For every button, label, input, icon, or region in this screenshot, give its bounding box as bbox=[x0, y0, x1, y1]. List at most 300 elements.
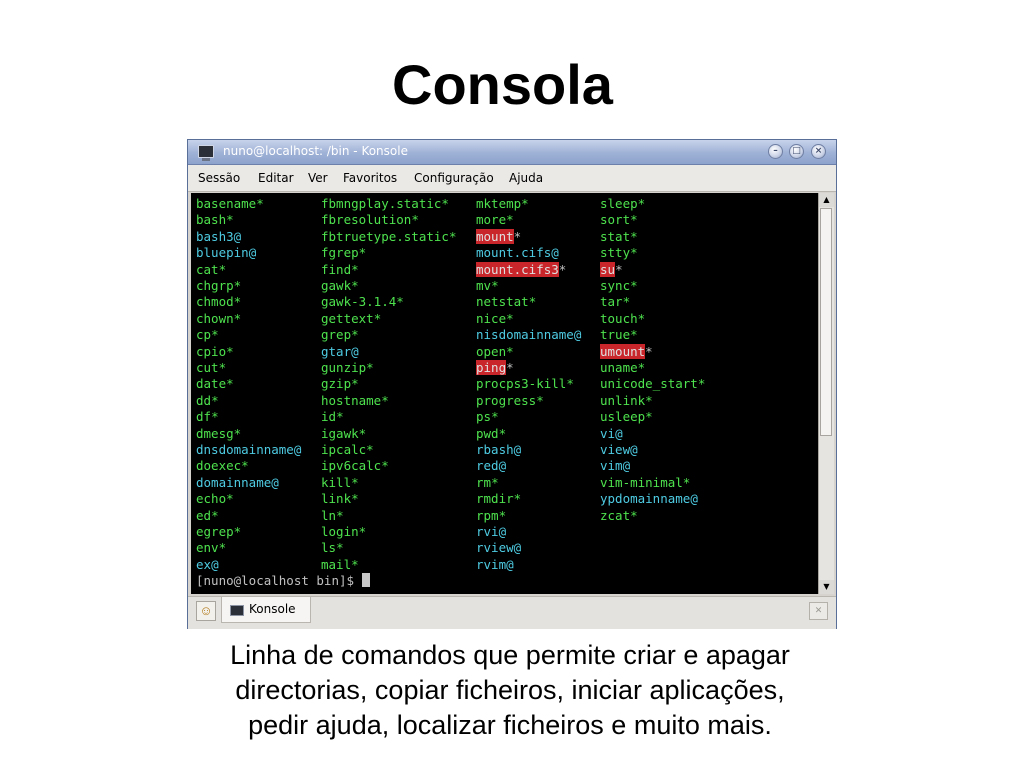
file-entry bbox=[321, 344, 359, 360]
scroll-down-icon[interactable]: ▼ bbox=[819, 580, 834, 594]
file-name: ipcalc bbox=[321, 442, 367, 457]
file-entry bbox=[476, 426, 506, 442]
file-entry bbox=[600, 327, 638, 343]
file-entry bbox=[476, 524, 506, 540]
scroll-thumb[interactable] bbox=[820, 208, 832, 436]
file-type-mark: * bbox=[233, 425, 242, 441]
file-entry bbox=[476, 327, 581, 343]
file-name: rbash bbox=[476, 442, 514, 457]
file-name: chmod bbox=[196, 294, 234, 310]
file-type-mark: @ bbox=[498, 458, 507, 474]
file-name: df bbox=[196, 409, 212, 425]
file-entry bbox=[476, 393, 544, 409]
file-type-mark: * bbox=[645, 392, 653, 408]
file-entry bbox=[321, 327, 359, 343]
file-entry bbox=[196, 376, 234, 392]
tab-konsole[interactable] bbox=[221, 597, 311, 623]
file-name: mount.cifs bbox=[476, 245, 552, 261]
file-entry bbox=[600, 508, 638, 524]
file-name: mount bbox=[476, 228, 514, 244]
session-tabbar bbox=[188, 596, 836, 629]
file-name: fbresolution bbox=[321, 212, 412, 228]
file-type-mark: @ bbox=[615, 425, 623, 441]
file-type-mark: @ bbox=[211, 556, 219, 572]
file-name: su bbox=[600, 261, 616, 277]
file-type-mark: @ bbox=[498, 524, 507, 539]
file-entry bbox=[196, 229, 241, 245]
file-type-mark: * bbox=[513, 491, 522, 507]
file-entry bbox=[476, 508, 506, 524]
file-type-mark: * bbox=[373, 310, 382, 326]
file-name: fgrep bbox=[321, 245, 359, 261]
file-type-mark: * bbox=[226, 491, 234, 507]
file-entry bbox=[321, 212, 419, 228]
terminal-icon[interactable] bbox=[198, 145, 214, 158]
file-name: view bbox=[600, 442, 631, 457]
file-type-mark: * bbox=[366, 360, 374, 375]
file-type-mark: @ bbox=[690, 491, 698, 507]
file-entry bbox=[600, 344, 653, 360]
file-entry bbox=[476, 245, 559, 261]
file-name: rvim bbox=[476, 556, 507, 572]
file-name: dmesg bbox=[196, 425, 234, 441]
file-name: ypdomainname bbox=[600, 491, 691, 507]
file-name: zcat bbox=[600, 507, 631, 523]
file-name: nisdomainname bbox=[476, 327, 574, 343]
file-type-mark: * bbox=[233, 310, 242, 326]
file-name: mktemp bbox=[476, 196, 522, 211]
file-entry bbox=[321, 540, 344, 556]
file-type-mark: * bbox=[226, 343, 234, 359]
file-entry bbox=[196, 409, 219, 425]
file-entry bbox=[600, 294, 630, 310]
file-type-mark: * bbox=[491, 409, 499, 425]
file-entry bbox=[196, 557, 219, 573]
file-name: mount.cifs3 bbox=[476, 261, 559, 277]
file-name: echo bbox=[196, 491, 227, 507]
file-name: cp bbox=[196, 327, 212, 343]
file-type-mark: @ bbox=[506, 556, 514, 572]
file-name: rvi bbox=[476, 524, 499, 539]
file-type-mark: * bbox=[411, 212, 419, 228]
file-type-mark: * bbox=[336, 540, 344, 556]
file-entry bbox=[476, 360, 514, 376]
file-name: chown bbox=[196, 310, 234, 326]
file-type-mark: * bbox=[536, 392, 544, 408]
file-entry bbox=[600, 278, 638, 294]
scrollbar[interactable] bbox=[818, 193, 834, 594]
file-entry bbox=[600, 262, 623, 278]
file-entry bbox=[196, 442, 301, 458]
file-type-mark: * bbox=[233, 278, 242, 293]
file-type-mark: * bbox=[697, 376, 706, 392]
file-entry bbox=[476, 196, 529, 212]
file-name: dnsdomainname bbox=[196, 442, 294, 457]
file-type-mark: * bbox=[211, 327, 219, 343]
file-name: stty bbox=[600, 245, 631, 261]
file-entry bbox=[196, 458, 249, 474]
terminal-icon bbox=[230, 605, 244, 616]
file-name: egrep bbox=[196, 524, 234, 539]
file-entry bbox=[196, 491, 234, 507]
file-name: procps3-kill bbox=[476, 376, 567, 392]
file-name: nice bbox=[476, 310, 507, 326]
file-type-mark: * bbox=[358, 245, 367, 261]
file-name: more bbox=[476, 212, 507, 228]
file-name: fbtruetype.static bbox=[321, 228, 449, 244]
menu-sessao[interactable]: Sessão bbox=[198, 171, 241, 185]
file-type-mark: * bbox=[233, 294, 242, 310]
file-type-mark: * bbox=[366, 442, 374, 457]
slide-caption bbox=[140, 638, 880, 743]
file-entry bbox=[600, 376, 705, 392]
file-type-mark: * bbox=[637, 310, 646, 326]
menu-editar[interactable]: Editar bbox=[258, 171, 294, 185]
file-type-mark: * bbox=[506, 212, 514, 228]
file-name: gunzip bbox=[321, 360, 367, 375]
file-type-mark: @ bbox=[351, 343, 359, 359]
file-name: red bbox=[476, 458, 499, 474]
file-entry bbox=[196, 294, 241, 310]
file-entry bbox=[196, 426, 241, 442]
file-name: rpm bbox=[476, 507, 499, 523]
file-entry bbox=[476, 344, 514, 360]
file-type-mark: * bbox=[498, 425, 507, 441]
file-entry bbox=[321, 376, 359, 392]
file-type-mark: * bbox=[622, 294, 631, 310]
file-entry bbox=[600, 212, 638, 228]
file-entry bbox=[321, 278, 359, 294]
file-name: gettext bbox=[321, 310, 374, 326]
file-type-mark: * bbox=[637, 196, 646, 211]
file-name: grep bbox=[321, 327, 352, 343]
file-name: bash3 bbox=[196, 228, 234, 244]
prompt-line[interactable] bbox=[196, 573, 370, 589]
file-type-mark: * bbox=[682, 474, 691, 490]
caption-line: pedir ajuda, localizar ficheiros e muito mais. bbox=[248, 710, 772, 740]
file-type-mark: * bbox=[630, 212, 638, 228]
file-entry bbox=[321, 458, 389, 474]
tab-label: Konsole bbox=[249, 602, 296, 616]
file-type-mark: * bbox=[218, 360, 227, 375]
file-entry bbox=[196, 393, 219, 409]
file-name: rview bbox=[476, 540, 514, 556]
file-name: ipv6calc bbox=[321, 458, 382, 474]
file-entry bbox=[476, 442, 521, 458]
menubar bbox=[188, 165, 836, 192]
file-name: gtar bbox=[321, 343, 352, 359]
file-type-mark: * bbox=[358, 425, 367, 441]
file-type-mark: * bbox=[630, 327, 638, 343]
file-type-mark: * bbox=[211, 392, 219, 408]
file-entry bbox=[600, 229, 638, 245]
new-session-icon[interactable]: ☺ bbox=[196, 601, 216, 621]
file-type-mark: * bbox=[645, 409, 653, 425]
file-name: gawk-3.1.4 bbox=[321, 294, 397, 310]
file-entry bbox=[476, 212, 514, 228]
menu-configuracao[interactable]: Configuração bbox=[414, 171, 494, 185]
file-entry bbox=[196, 344, 234, 360]
file-type-mark: * bbox=[506, 310, 514, 326]
file-type-mark: * bbox=[441, 196, 449, 211]
file-entry bbox=[321, 393, 389, 409]
slide-title: Consola bbox=[392, 53, 613, 116]
file-type-mark: * bbox=[637, 360, 646, 375]
file-type-mark: * bbox=[211, 409, 219, 425]
file-entry bbox=[321, 245, 366, 261]
file-type-mark: * bbox=[351, 491, 359, 507]
text-cursor bbox=[362, 573, 370, 587]
file-name: mv bbox=[476, 278, 492, 293]
file-entry bbox=[600, 360, 645, 376]
file-name: cut bbox=[196, 360, 219, 375]
file-name: ping bbox=[476, 360, 507, 375]
file-name: ln bbox=[321, 507, 337, 523]
file-entry bbox=[196, 327, 219, 343]
file-entry bbox=[321, 311, 381, 327]
file-entry bbox=[476, 262, 566, 278]
file-entry bbox=[600, 245, 638, 261]
file-entry bbox=[321, 524, 366, 540]
file-entry bbox=[476, 557, 514, 573]
file-name: tar bbox=[600, 294, 623, 310]
file-type-mark: * bbox=[226, 212, 234, 228]
file-type-mark: * bbox=[381, 458, 389, 474]
minimize-button[interactable]: – bbox=[768, 144, 783, 159]
file-name: date bbox=[196, 376, 227, 392]
file-entry bbox=[321, 229, 456, 245]
file-entry bbox=[196, 262, 226, 278]
file-entry bbox=[196, 245, 256, 261]
file-entry bbox=[476, 294, 536, 310]
file-entry bbox=[321, 360, 374, 376]
file-type-mark: * bbox=[491, 474, 499, 490]
file-entry bbox=[476, 278, 499, 294]
file-type-mark: * bbox=[351, 474, 359, 490]
file-name: bash bbox=[196, 212, 227, 228]
caption-line: directorias, copiar ficheiros, iniciar aplicações, bbox=[235, 675, 785, 705]
file-entry bbox=[600, 409, 653, 425]
file-name: unicode_start bbox=[600, 376, 698, 392]
file-name: open bbox=[476, 343, 507, 359]
file-name: ed bbox=[196, 507, 212, 523]
file-type-mark: @ bbox=[622, 458, 631, 474]
file-type-mark: * bbox=[506, 343, 514, 359]
file-entry bbox=[321, 508, 344, 524]
file-type-mark: * bbox=[351, 261, 359, 277]
file-type-mark: * bbox=[358, 524, 367, 539]
maximize-button[interactable]: □ bbox=[789, 144, 804, 159]
file-entry bbox=[321, 262, 359, 278]
file-entry bbox=[476, 376, 574, 392]
file-type-mark: * bbox=[351, 376, 359, 392]
file-name: hostname bbox=[321, 392, 382, 408]
file-name: pwd bbox=[476, 425, 499, 441]
file-type-mark: * bbox=[558, 261, 567, 277]
file-name: cpio bbox=[196, 343, 227, 359]
file-name: kill bbox=[321, 474, 352, 490]
file-type-mark: * bbox=[528, 294, 537, 310]
window-titlebar[interactable] bbox=[188, 140, 836, 165]
file-entry bbox=[600, 426, 623, 442]
file-type-mark: * bbox=[226, 376, 234, 392]
file-entry bbox=[196, 196, 264, 212]
file-type-mark: * bbox=[630, 507, 638, 523]
file-name: ex bbox=[196, 556, 212, 572]
file-name: rmdir bbox=[476, 491, 514, 507]
file-type-mark: * bbox=[211, 507, 219, 523]
file-type-mark: * bbox=[351, 327, 359, 343]
file-name: login bbox=[321, 524, 359, 539]
file-type-mark: * bbox=[218, 261, 227, 277]
file-type-mark: * bbox=[381, 392, 389, 408]
file-name: netstat bbox=[476, 294, 529, 310]
file-type-mark: @ bbox=[513, 442, 522, 457]
file-type-mark: * bbox=[506, 360, 514, 375]
close-button[interactable]: × bbox=[811, 144, 826, 159]
window-title: nuno@localhost: /bin - Konsole bbox=[223, 144, 408, 158]
file-entry bbox=[321, 294, 404, 310]
file-entry bbox=[476, 475, 499, 491]
terminal-output[interactable] bbox=[191, 193, 818, 594]
file-entry bbox=[476, 409, 499, 425]
file-name: sleep bbox=[600, 196, 638, 211]
file-entry bbox=[321, 557, 359, 573]
file-entry bbox=[476, 311, 514, 327]
file-name: uname bbox=[600, 360, 638, 375]
file-type-mark: * bbox=[498, 507, 507, 523]
file-name: igawk bbox=[321, 425, 359, 441]
file-entry bbox=[321, 196, 449, 212]
file-name: gawk bbox=[321, 278, 352, 293]
file-entry bbox=[600, 311, 645, 327]
file-type-mark: @ bbox=[513, 540, 522, 556]
file-entry bbox=[196, 311, 241, 327]
file-name: ls bbox=[321, 540, 337, 556]
menu-ajuda[interactable]: Ajuda bbox=[509, 171, 544, 185]
caption-line: Linha de comandos que permite criar e apagar bbox=[230, 640, 790, 670]
file-entry bbox=[321, 409, 344, 425]
file-name: rm bbox=[476, 474, 492, 490]
file-type-mark: @ bbox=[573, 327, 582, 343]
file-entry bbox=[196, 360, 226, 376]
konsole-window bbox=[187, 139, 837, 629]
menu-ver[interactable]: Ver bbox=[308, 171, 328, 185]
file-name: true bbox=[600, 327, 631, 343]
file-type-mark: * bbox=[566, 376, 574, 392]
file-name: vi bbox=[600, 425, 616, 441]
file-type-mark: * bbox=[645, 343, 653, 359]
file-name: progress bbox=[476, 392, 537, 408]
file-entry bbox=[196, 212, 234, 228]
file-entry bbox=[600, 393, 653, 409]
file-name: id bbox=[321, 409, 337, 425]
file-type-mark: * bbox=[256, 196, 264, 211]
file-name: fbmngplay.static bbox=[321, 196, 442, 211]
file-type-mark: * bbox=[351, 556, 359, 572]
file-entry bbox=[196, 278, 241, 294]
file-name: vim-minimal bbox=[600, 474, 683, 490]
file-name: domainname bbox=[196, 474, 272, 490]
scroll-up-icon[interactable]: ▲ bbox=[819, 193, 834, 207]
file-entry bbox=[321, 475, 359, 491]
file-name: dd bbox=[196, 392, 212, 408]
file-type-mark: * bbox=[521, 196, 529, 211]
close-tab-icon[interactable]: ✕ bbox=[809, 602, 828, 620]
file-name: sort bbox=[600, 212, 631, 228]
file-type-mark: @ bbox=[630, 442, 638, 457]
file-entry bbox=[196, 540, 226, 556]
file-type-mark: * bbox=[233, 524, 242, 539]
file-name: cat bbox=[196, 261, 219, 277]
file-name: vim bbox=[600, 458, 623, 474]
file-name: mail bbox=[321, 556, 352, 572]
file-type-mark: * bbox=[630, 278, 638, 293]
file-type-mark: @ bbox=[233, 228, 242, 244]
file-name: doexec bbox=[196, 458, 242, 474]
file-entry bbox=[196, 475, 279, 491]
file-name: bluepin bbox=[196, 245, 249, 261]
file-name: find bbox=[321, 261, 352, 277]
file-type-mark: * bbox=[630, 245, 638, 261]
file-name: umount bbox=[600, 343, 646, 359]
file-type-mark: * bbox=[336, 409, 344, 425]
file-name: sync bbox=[600, 278, 631, 293]
file-entry bbox=[196, 508, 219, 524]
file-type-mark: * bbox=[351, 278, 359, 293]
file-type-mark: * bbox=[630, 228, 638, 244]
file-type-mark: * bbox=[396, 294, 404, 310]
file-type-mark: @ bbox=[248, 245, 257, 261]
file-type-mark: @ bbox=[551, 245, 559, 261]
prompt-text: [nuno@localhost bin]$ bbox=[196, 573, 362, 589]
file-entry bbox=[476, 229, 521, 245]
file-entry bbox=[476, 458, 506, 474]
file-entry bbox=[476, 540, 521, 556]
file-type-mark: @ bbox=[271, 474, 279, 490]
file-type-mark: * bbox=[218, 540, 227, 556]
file-name: link bbox=[321, 491, 352, 507]
file-entry bbox=[600, 442, 638, 458]
file-type-mark: * bbox=[491, 278, 499, 293]
file-entry bbox=[321, 491, 359, 507]
file-name: usleep bbox=[600, 409, 646, 425]
file-entry bbox=[321, 426, 366, 442]
file-type-mark: * bbox=[336, 507, 344, 523]
file-name: stat bbox=[600, 228, 631, 244]
file-entry bbox=[321, 442, 374, 458]
file-name: touch bbox=[600, 310, 638, 326]
file-entry bbox=[600, 196, 645, 212]
file-name: env bbox=[196, 540, 219, 556]
file-entry bbox=[600, 491, 698, 507]
file-entry bbox=[196, 524, 241, 540]
file-type-mark: * bbox=[615, 261, 623, 277]
file-type-mark: * bbox=[241, 458, 249, 474]
menu-favoritos[interactable]: Favoritos bbox=[343, 171, 398, 185]
file-type-mark: * bbox=[448, 228, 457, 244]
file-type-mark: @ bbox=[293, 442, 302, 457]
file-name: basename bbox=[196, 196, 257, 211]
file-name: unlink bbox=[600, 392, 646, 408]
file-name: chgrp bbox=[196, 278, 234, 293]
file-name: ps bbox=[476, 409, 492, 425]
file-type-mark: * bbox=[513, 228, 522, 244]
file-name: gzip bbox=[321, 376, 352, 392]
file-entry bbox=[600, 458, 630, 474]
file-entry bbox=[600, 475, 690, 491]
file-entry bbox=[476, 491, 521, 507]
